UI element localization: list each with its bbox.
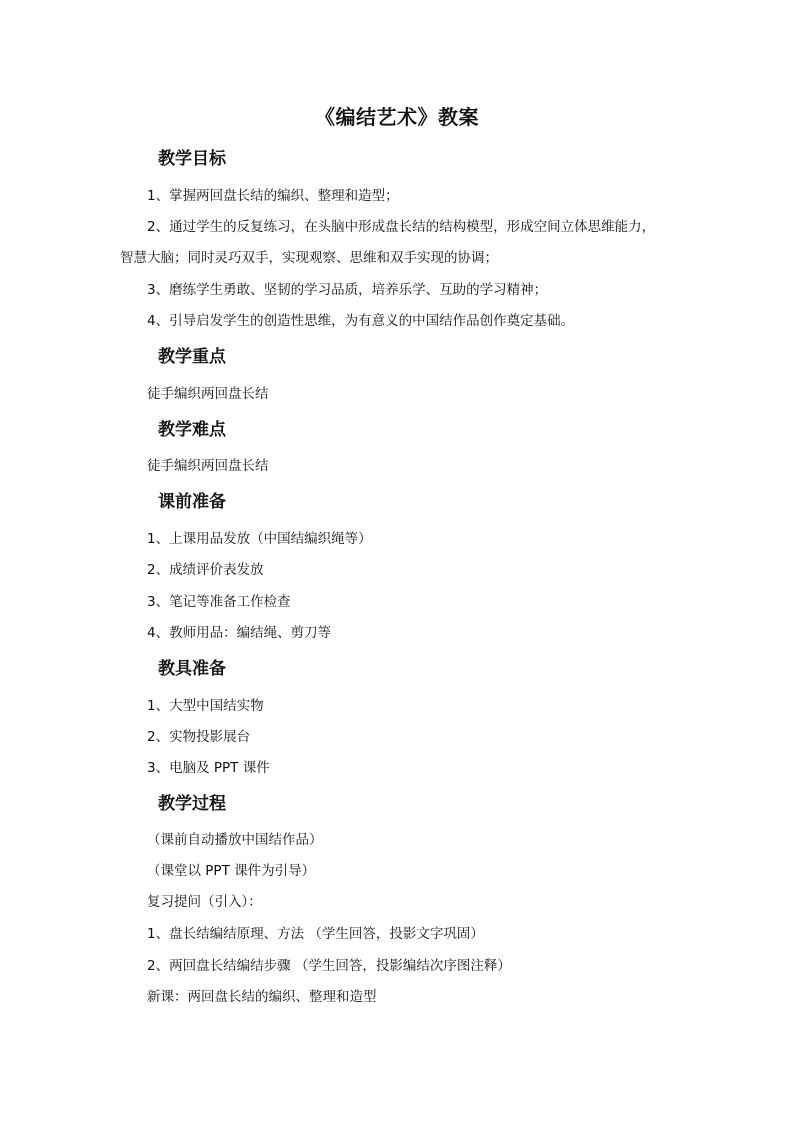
objective-item-1: 1、掌握两回盘长结的编织、整理和造型； bbox=[147, 188, 399, 204]
heading-difficulties: 教学难点 bbox=[158, 420, 226, 440]
preparation-item-1: 1、上课用品发放（中国结编织绳等） bbox=[147, 531, 372, 547]
heading-teaching-aids: 教具准备 bbox=[158, 659, 226, 679]
objective-item-2-continued: 智慧大脑；同时灵巧双手，实现观察、思维和双手实现的协调； bbox=[120, 250, 498, 266]
process-item-6: 新课：两回盘长结的编织、整理和造型 bbox=[147, 989, 377, 1005]
objective-item-2: 2、通过学生的反复练习，在头脑中形成盘长结的结构模型，形成空间立体思维能力， bbox=[147, 219, 656, 235]
heading-key-points: 教学重点 bbox=[158, 347, 226, 367]
preparation-item-2: 2、成绩评价表发放 bbox=[147, 562, 264, 578]
heading-objectives: 教学目标 bbox=[158, 149, 226, 169]
document-title: 《编结艺术》教案 bbox=[315, 105, 479, 129]
preparation-item-3: 3、笔记等准备工作检查 bbox=[147, 594, 291, 610]
teaching-aids-item-3: 3、电脑及 PPT 课件 bbox=[147, 760, 270, 776]
teaching-aids-item-1: 1、大型中国结实物 bbox=[147, 698, 264, 714]
process-item-4: 1、盘长结编结原理、方法 （学生回答，投影文字巩固） bbox=[147, 926, 484, 942]
process-item-1: （课前自动播放中国结作品） bbox=[147, 832, 323, 848]
difficulties-text: 徒手编织两回盘长结 bbox=[147, 458, 269, 474]
key-points-text: 徒手编织两回盘长结 bbox=[147, 386, 269, 402]
process-item-3: 复习提问（引入）： bbox=[147, 894, 262, 910]
heading-process: 教学过程 bbox=[158, 794, 226, 814]
teaching-aids-item-2: 2、实物投影展台 bbox=[147, 729, 251, 745]
process-item-2: （课堂以 PPT 课件为引导） bbox=[147, 863, 316, 879]
objective-item-3: 3、磨练学生勇敢、坚韧的学习品质，培养乐学、互助的学习精神； bbox=[147, 282, 548, 298]
process-item-5: 2、两回盘长结编结步骤 （学生回答，投影编结次序图注释） bbox=[147, 958, 511, 974]
objective-item-4: 4、引导启发学生的创造性思维，为有意义的中国结作品创作奠定基础。 bbox=[147, 313, 575, 329]
preparation-item-4: 4、教师用品：编结绳、剪刀等 bbox=[147, 625, 332, 641]
heading-preparation: 课前准备 bbox=[158, 492, 226, 512]
